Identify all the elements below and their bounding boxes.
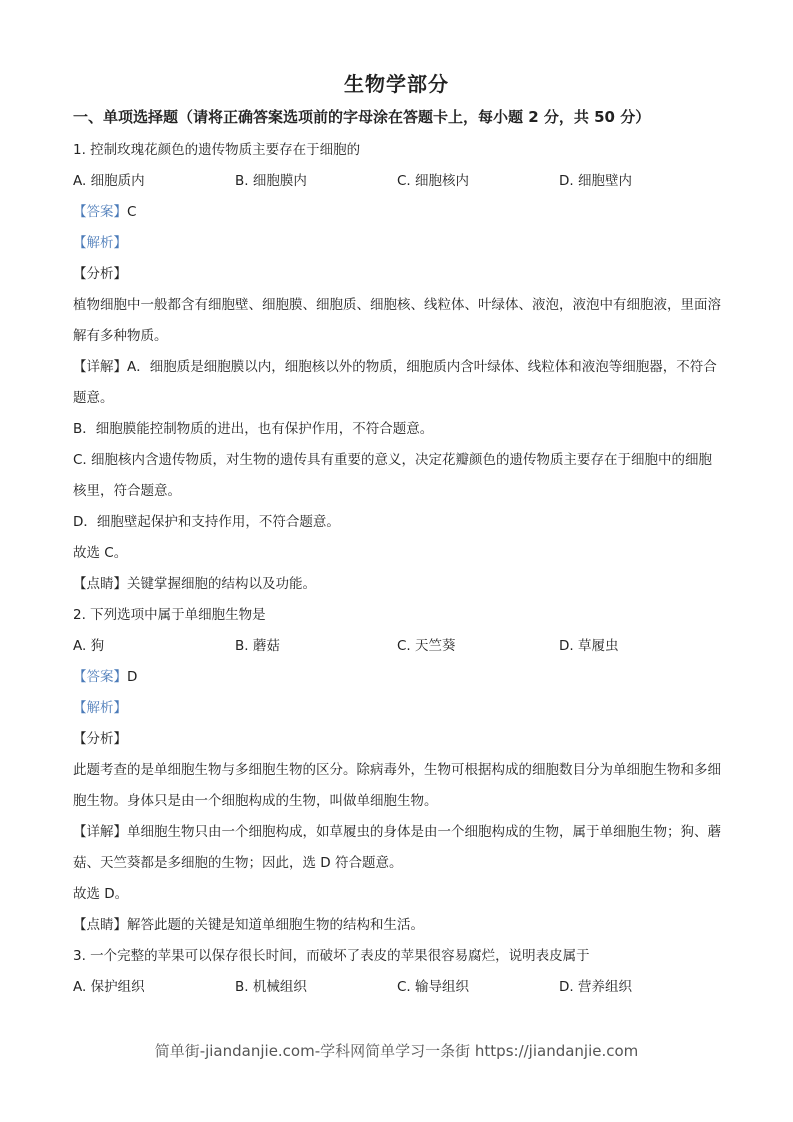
fenxi-label: 【分析】 (73, 266, 127, 282)
question-stem: 2. 下列选项中属于单细胞生物是 (73, 607, 266, 623)
tip-text: 关键掌握细胞的结构以及功能。 (127, 576, 316, 592)
answer-label: 【答案】 (73, 204, 127, 220)
page-title: 生物学部分 (344, 72, 449, 96)
answer-value: D (127, 669, 138, 685)
option-c: C. 天竺葵 (397, 638, 456, 654)
option-d: D. 草履虫 (559, 638, 619, 654)
jiexi-label: 【解析】 (73, 700, 127, 716)
analysis-text: 此题考查的是单细胞生物与多细胞生物的区分。除病毒外，生物可根据构成的细胞数目分为单细胞生物和多细胞生物。身体只是由一个细胞构成的生物，叫做单细胞生物。 (73, 762, 721, 809)
detail-text: A．细胞质是细胞膜以内，细胞核以外的物质，细胞质内含叶绿体、线粒体和液泡等细胞器，不符合题意。 (73, 359, 717, 406)
detail-label: 【详解】 (73, 824, 127, 840)
tip-text: 解答此题的关键是知道单细胞生物的结构和生活。 (127, 917, 424, 933)
answer-label: 【答案】 (73, 669, 127, 685)
detail-line (73, 352, 725, 414)
option-c: C. 输导组织 (397, 979, 470, 995)
document-body (73, 135, 725, 1003)
option-d: D. 细胞壁内 (559, 173, 632, 189)
analysis-text: 植物细胞中一般都含有细胞壁、细胞膜、细胞质、细胞核、线粒体、叶绿体、液泡，液泡中有细胞液，里面溶解有多种物质。 (73, 297, 721, 344)
tip-label: 【点睛】 (73, 917, 127, 933)
answer-value: C (127, 204, 137, 220)
detail-text: B．细胞膜能控制物质的进出，也有保护作用，不符合题意。 (73, 421, 434, 437)
answer-line (73, 662, 725, 693)
detail-line (73, 817, 725, 879)
conclusion: 故选 C。 (73, 545, 128, 561)
question-stem: 3. 一个完整的苹果可以保存很长时间，而破坏了表皮的苹果很容易腐烂，说明表皮属于 (73, 948, 590, 964)
option-a: A. 狗 (73, 638, 105, 654)
options-row (73, 166, 725, 197)
detail-text: 单细胞生物只由一个细胞构成，如草履虫的身体是由一个细胞构成的生物，属于单细胞生物；狗、蘑菇、天竺葵都是多细胞的生物；因此，选 D 符合题意。 (73, 824, 721, 871)
tip-line (73, 910, 725, 941)
jiexi-label: 【解析】 (73, 235, 127, 251)
footer-watermark: 简单街-jiandanjie.com-学科网简单学习一条街 https://jiandanjie.com (154, 1042, 639, 1060)
detail-text: D．细胞壁起保护和支持作用，不符合题意。 (73, 514, 340, 530)
tip-line (73, 569, 725, 600)
question-stem: 1. 控制玫瑰花颜色的遗传物质主要存在于细胞的 (73, 142, 361, 158)
section-heading: 一、单项选择题（请将正确答案选项前的字母涂在答题卡上，每小题 2 分，共 50 分） (73, 108, 651, 126)
option-b: B. 机械组织 (235, 979, 307, 995)
options-row (73, 972, 725, 1003)
option-b: B. 蘑菇 (235, 638, 280, 654)
option-b: B. 细胞膜内 (235, 173, 307, 189)
detail-text: C. 细胞核内含遗传物质，对生物的遗传具有重要的意义，决定花瓣颜色的遗传物质主要存在于细胞中的细胞核里，符合题意。 (73, 452, 713, 499)
option-a: A. 细胞质内 (73, 173, 145, 189)
tip-label: 【点睛】 (73, 576, 127, 592)
option-c: C. 细胞核内 (397, 173, 470, 189)
option-a: A. 保护组织 (73, 979, 145, 995)
conclusion: 故选 D。 (73, 886, 129, 902)
fenxi-label: 【分析】 (73, 731, 127, 747)
answer-line (73, 197, 725, 228)
option-d: D. 营养组织 (559, 979, 632, 995)
options-row (73, 631, 725, 662)
detail-label: 【详解】 (73, 359, 127, 375)
